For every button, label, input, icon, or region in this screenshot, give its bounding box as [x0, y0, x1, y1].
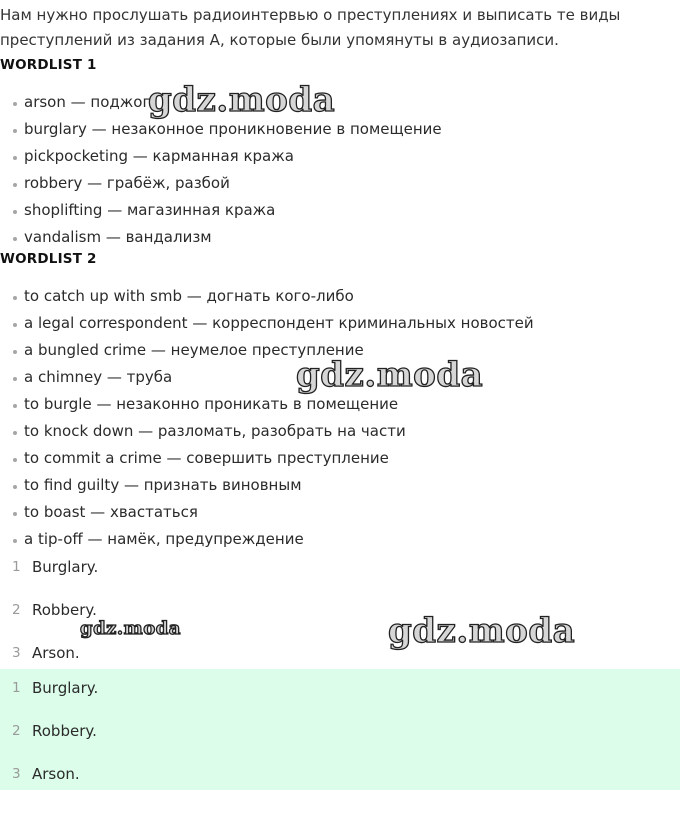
- list-item: arson — поджог: [0, 89, 442, 116]
- watermark: gdz.moda: [148, 80, 336, 120]
- list-item: a legal correspondent — корреспондент криминальных новостей: [0, 310, 534, 337]
- list-item: pickpocketing — карманная кража: [0, 143, 442, 170]
- highlighted-answer-list: [0, 669, 680, 790]
- answer-number: 1: [12, 559, 21, 575]
- watermark: gdz.moda: [296, 355, 484, 395]
- wordlist-2: [0, 283, 534, 553]
- list-item: a chimney — труба: [0, 364, 534, 391]
- list-item: to find guilty — признать виновным: [0, 472, 534, 499]
- wordlist-2-heading: WORDLIST 2: [0, 251, 97, 267]
- watermark: gdz.moda: [80, 618, 181, 639]
- list-item: to boast — хвастаться: [0, 499, 534, 526]
- answer-item: [0, 762, 680, 805]
- answer-text: Arson.: [32, 644, 80, 662]
- answer-number: 3: [12, 766, 21, 782]
- answer-text: Robbery.: [32, 601, 97, 619]
- answer-number: 1: [12, 680, 21, 696]
- watermark: gdz.moda: [388, 611, 576, 651]
- answer-text: Burglary.: [32, 558, 99, 576]
- intro-text: Нам нужно прослушать радиоинтервью о преступлениях и выписать те виды преступлений из задания А, которые были упомянуты в аудиозаписи.: [0, 6, 621, 49]
- answer-number: 2: [12, 602, 21, 618]
- list-item: to catch up with smb — догнать кого-либо: [0, 283, 534, 310]
- list-item: to commit a crime — совершить преступление: [0, 445, 534, 472]
- list-item: robbery — грабёж, разбой: [0, 170, 442, 197]
- wordlist-1-heading: WORDLIST 1: [0, 57, 97, 73]
- list-item: to knock down — разломать, разобрать на части: [0, 418, 534, 445]
- answer-item: [0, 719, 680, 762]
- answer-text: Arson.: [32, 765, 80, 783]
- answer-item: [0, 555, 680, 598]
- list-item: a tip-off — намёк, предупреждение: [0, 526, 534, 553]
- answer-number: 3: [12, 645, 21, 661]
- answer-text: Burglary.: [32, 679, 99, 697]
- answer-number: 2: [12, 723, 21, 739]
- answer-text: Robbery.: [32, 722, 97, 740]
- list-item: to burgle — незаконно проникать в помещение: [0, 391, 534, 418]
- list-item: a bungled crime — неумелое преступление: [0, 337, 534, 364]
- list-item: vandalism — вандализм: [0, 224, 442, 251]
- answer-item: [0, 676, 680, 719]
- list-item: shoplifting — магазинная кража: [0, 197, 442, 224]
- list-item: burglary — незаконное проникновение в помещение: [0, 116, 442, 143]
